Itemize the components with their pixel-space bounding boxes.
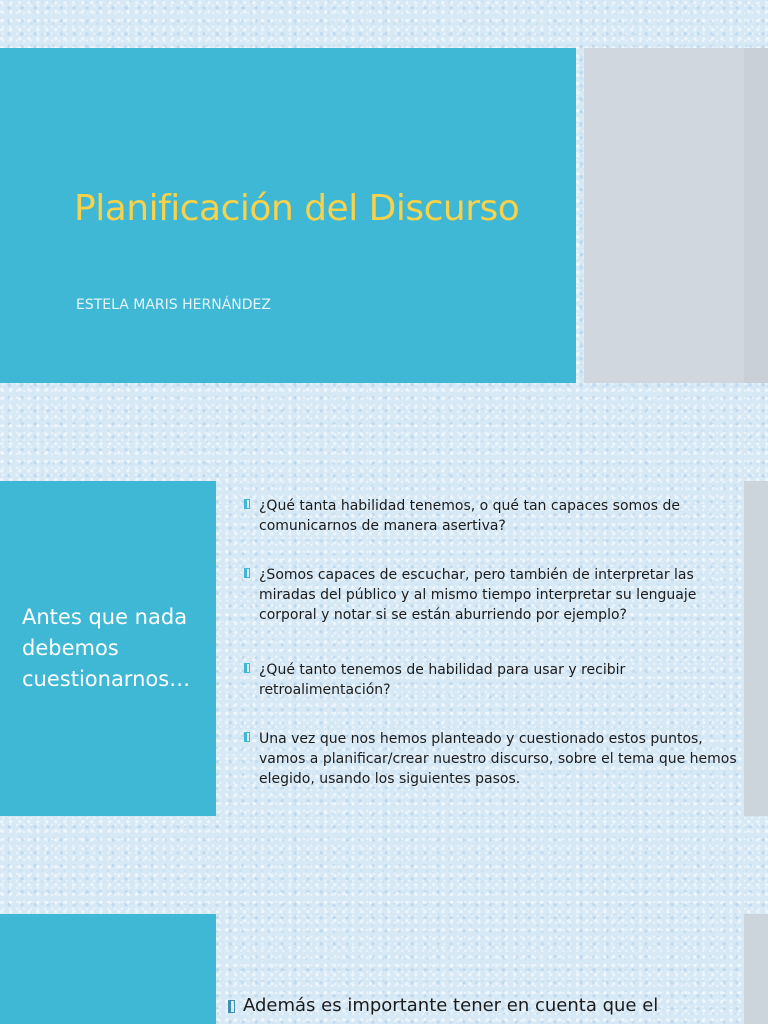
list-item-text: Una vez que nos hemos planteado y cuestionado estos puntos, vamos a planificar/crear nuestro discurso, sobre el tema que hemos elegido, usando los siguientes pasos. [259,731,737,787]
title-slide-side-panel [584,48,744,383]
list-item [244,565,742,625]
bullet-icon [244,663,250,673]
third-slide-text-line [228,992,706,1020]
list-item [244,729,742,789]
slide-author: ESTELA MARIS HERNÁNDEZ [76,297,271,313]
question-list [244,496,742,789]
list-item-text: ¿Somos capaces de escuchar, pero también de interpretar las miradas del público y al mismo tiempo interpretar su lenguaje corporal y notar si se están aburriendo por ejemplo? [259,567,697,623]
list-item [244,496,742,536]
list-item [244,660,742,700]
third-slide-text-area [228,992,706,1024]
question-slide-heading: Antes que nada debemos cuestionarnos… [22,605,191,691]
list-item-text: ¿Qué tanto tenemos de habilidad para usar y recibir retroalimentación? [259,662,626,698]
slide-title: Planificación del Discurso [74,188,520,229]
third-slide-edge-panel [744,914,768,1024]
bullet-icon [228,1000,235,1013]
list-item-text: ¿Qué tanta habilidad tenemos, o qué tan capaces somos de comunicarnos de manera asertiva? [259,498,680,534]
bullet-icon [244,568,250,578]
third-slide-text: Además es importante tener en cuenta que el [243,995,659,1016]
title-slide-edge-panel [744,48,768,383]
third-slide-panel [0,914,216,1024]
bullet-icon [244,499,250,509]
bullet-icon [244,732,250,742]
question-slide-edge-panel [744,481,768,816]
